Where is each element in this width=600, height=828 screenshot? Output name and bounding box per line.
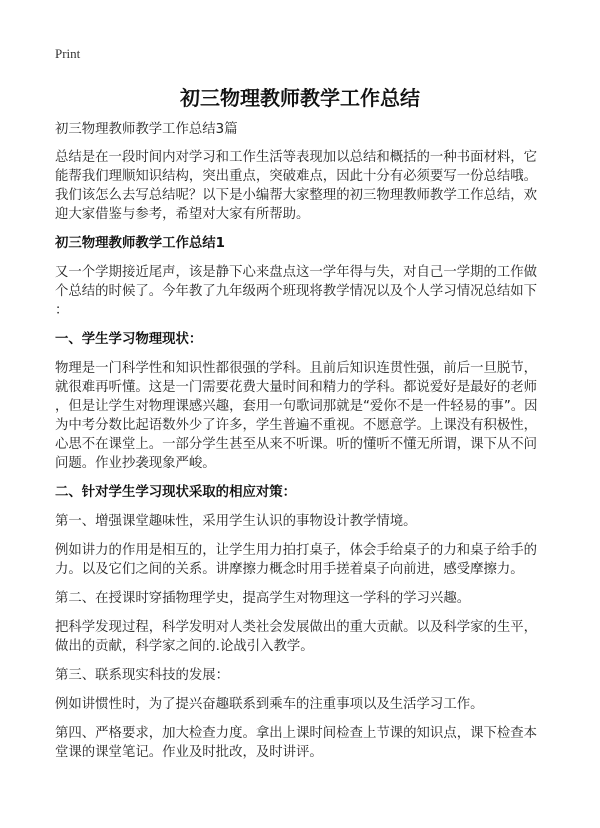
text-line: 就很难再听懂。这是一门需要花费大量时间和精力的学科。都说爱好是最好的老师 [55,380,538,395]
paragraph [55,666,555,685]
section-heading [55,483,555,502]
document-subtitle: 初三物理教师教学工作总结3篇 [55,122,238,137]
text-line: 又一个学期接近尾声，该是静下心来盘点这一学年得与失，对自己一学期的工作做 [55,265,538,280]
page-title: 初三物理教师教学工作总结 [180,86,420,110]
text-line: 第四、严格要求，加大检查力度。拿出上课时间检查上节课的知识点，课下检查本 [55,726,538,741]
paragraph-list [55,148,555,762]
text-line: 能帮我们理顺知识结构，突出重点，突破难点，因此十分有必须要写一份总结哦。 [55,169,538,184]
text-line: 例如讲惯性时，为了提兴奋趣联系到乘车的注重事项以及生活学习工作。 [55,697,484,712]
text-line: 为中考分数比起语数外少了许多，学生普遍不重视。不愿意学。上课没有积极性， [55,418,538,433]
section-heading [55,330,555,349]
text-line: 我们该怎么去写总结呢？以下是小编帮大家整理的初三物理教师教学工作总结，欢 [55,188,538,203]
print-link[interactable]: Print [55,46,81,61]
text-line: 堂课的课堂笔记。作业及时批改，及时讲评。 [55,745,323,760]
paragraph [55,724,555,762]
text-line: 物理是一门科学性和知识性都很强的学科。且前后知识连贯性强，前后一旦脱节， [55,361,538,376]
text-line: 第二、在授课时穿插物理学史，提高学生对物理这一学科的学习兴趣。 [55,591,471,606]
paragraph [55,359,555,473]
text-line: 问题。作业抄袭现象严峻。 [55,456,216,471]
section-heading [55,234,555,253]
paragraph [55,589,555,608]
text-line: ： [55,303,69,318]
text-line: 迎大家借鉴与参考，希望对大家有所帮助。 [55,207,310,222]
text-line: 力。以及它们之间的关系。讲摩擦力概念时用手搓着桌子向前进，感受摩擦力。 [55,562,524,577]
text-line: 做出的贡献，科学家之间的.论战引入教学。 [55,639,314,654]
paragraph [55,512,555,531]
text-line: ，但是让学生对物理课感兴趣，套用一句歌词那就是“爱你不是一件轻易的事”。因 [55,399,538,414]
text-line: 第三、联系现实科技的发展： [55,668,230,683]
text-line: 总结是在一段时间内对学习和工作生活等表现加以总结和概括的一种书面材料，它 [55,150,538,165]
paragraph [55,695,555,714]
text-line: 二、针对学生学习现状采取的相应对策： [55,485,297,500]
paragraph [55,148,555,224]
text-line: 一、学生学习物理现状： [55,332,203,347]
text-line: 初三物理教师教学工作总结1 [55,236,226,251]
text-line: 第一、增强课堂趣味性，采用学生认识的事物设计教学情境。 [55,514,417,529]
document-body [55,120,555,772]
paragraph [55,541,555,579]
paragraph [55,263,555,320]
text-line: 把科学发现过程，科学发明对人类社会发展做出的重大贡献。以及科学家的生平， [55,620,538,635]
text-line: 个总结的时候了。今年教了九年级两个班现将教学情况以及个人学习情况总结如下 [55,284,538,299]
paragraph [55,618,555,656]
text-line: 心思不在课堂上。一部分学生甚至从来不听课。听的懂听不懂无所谓，课下从不问 [55,437,538,452]
text-line: 例如讲力的作用是相互的，让学生用力拍打桌子，体会手给桌子的力和桌子给手的 [55,543,538,558]
